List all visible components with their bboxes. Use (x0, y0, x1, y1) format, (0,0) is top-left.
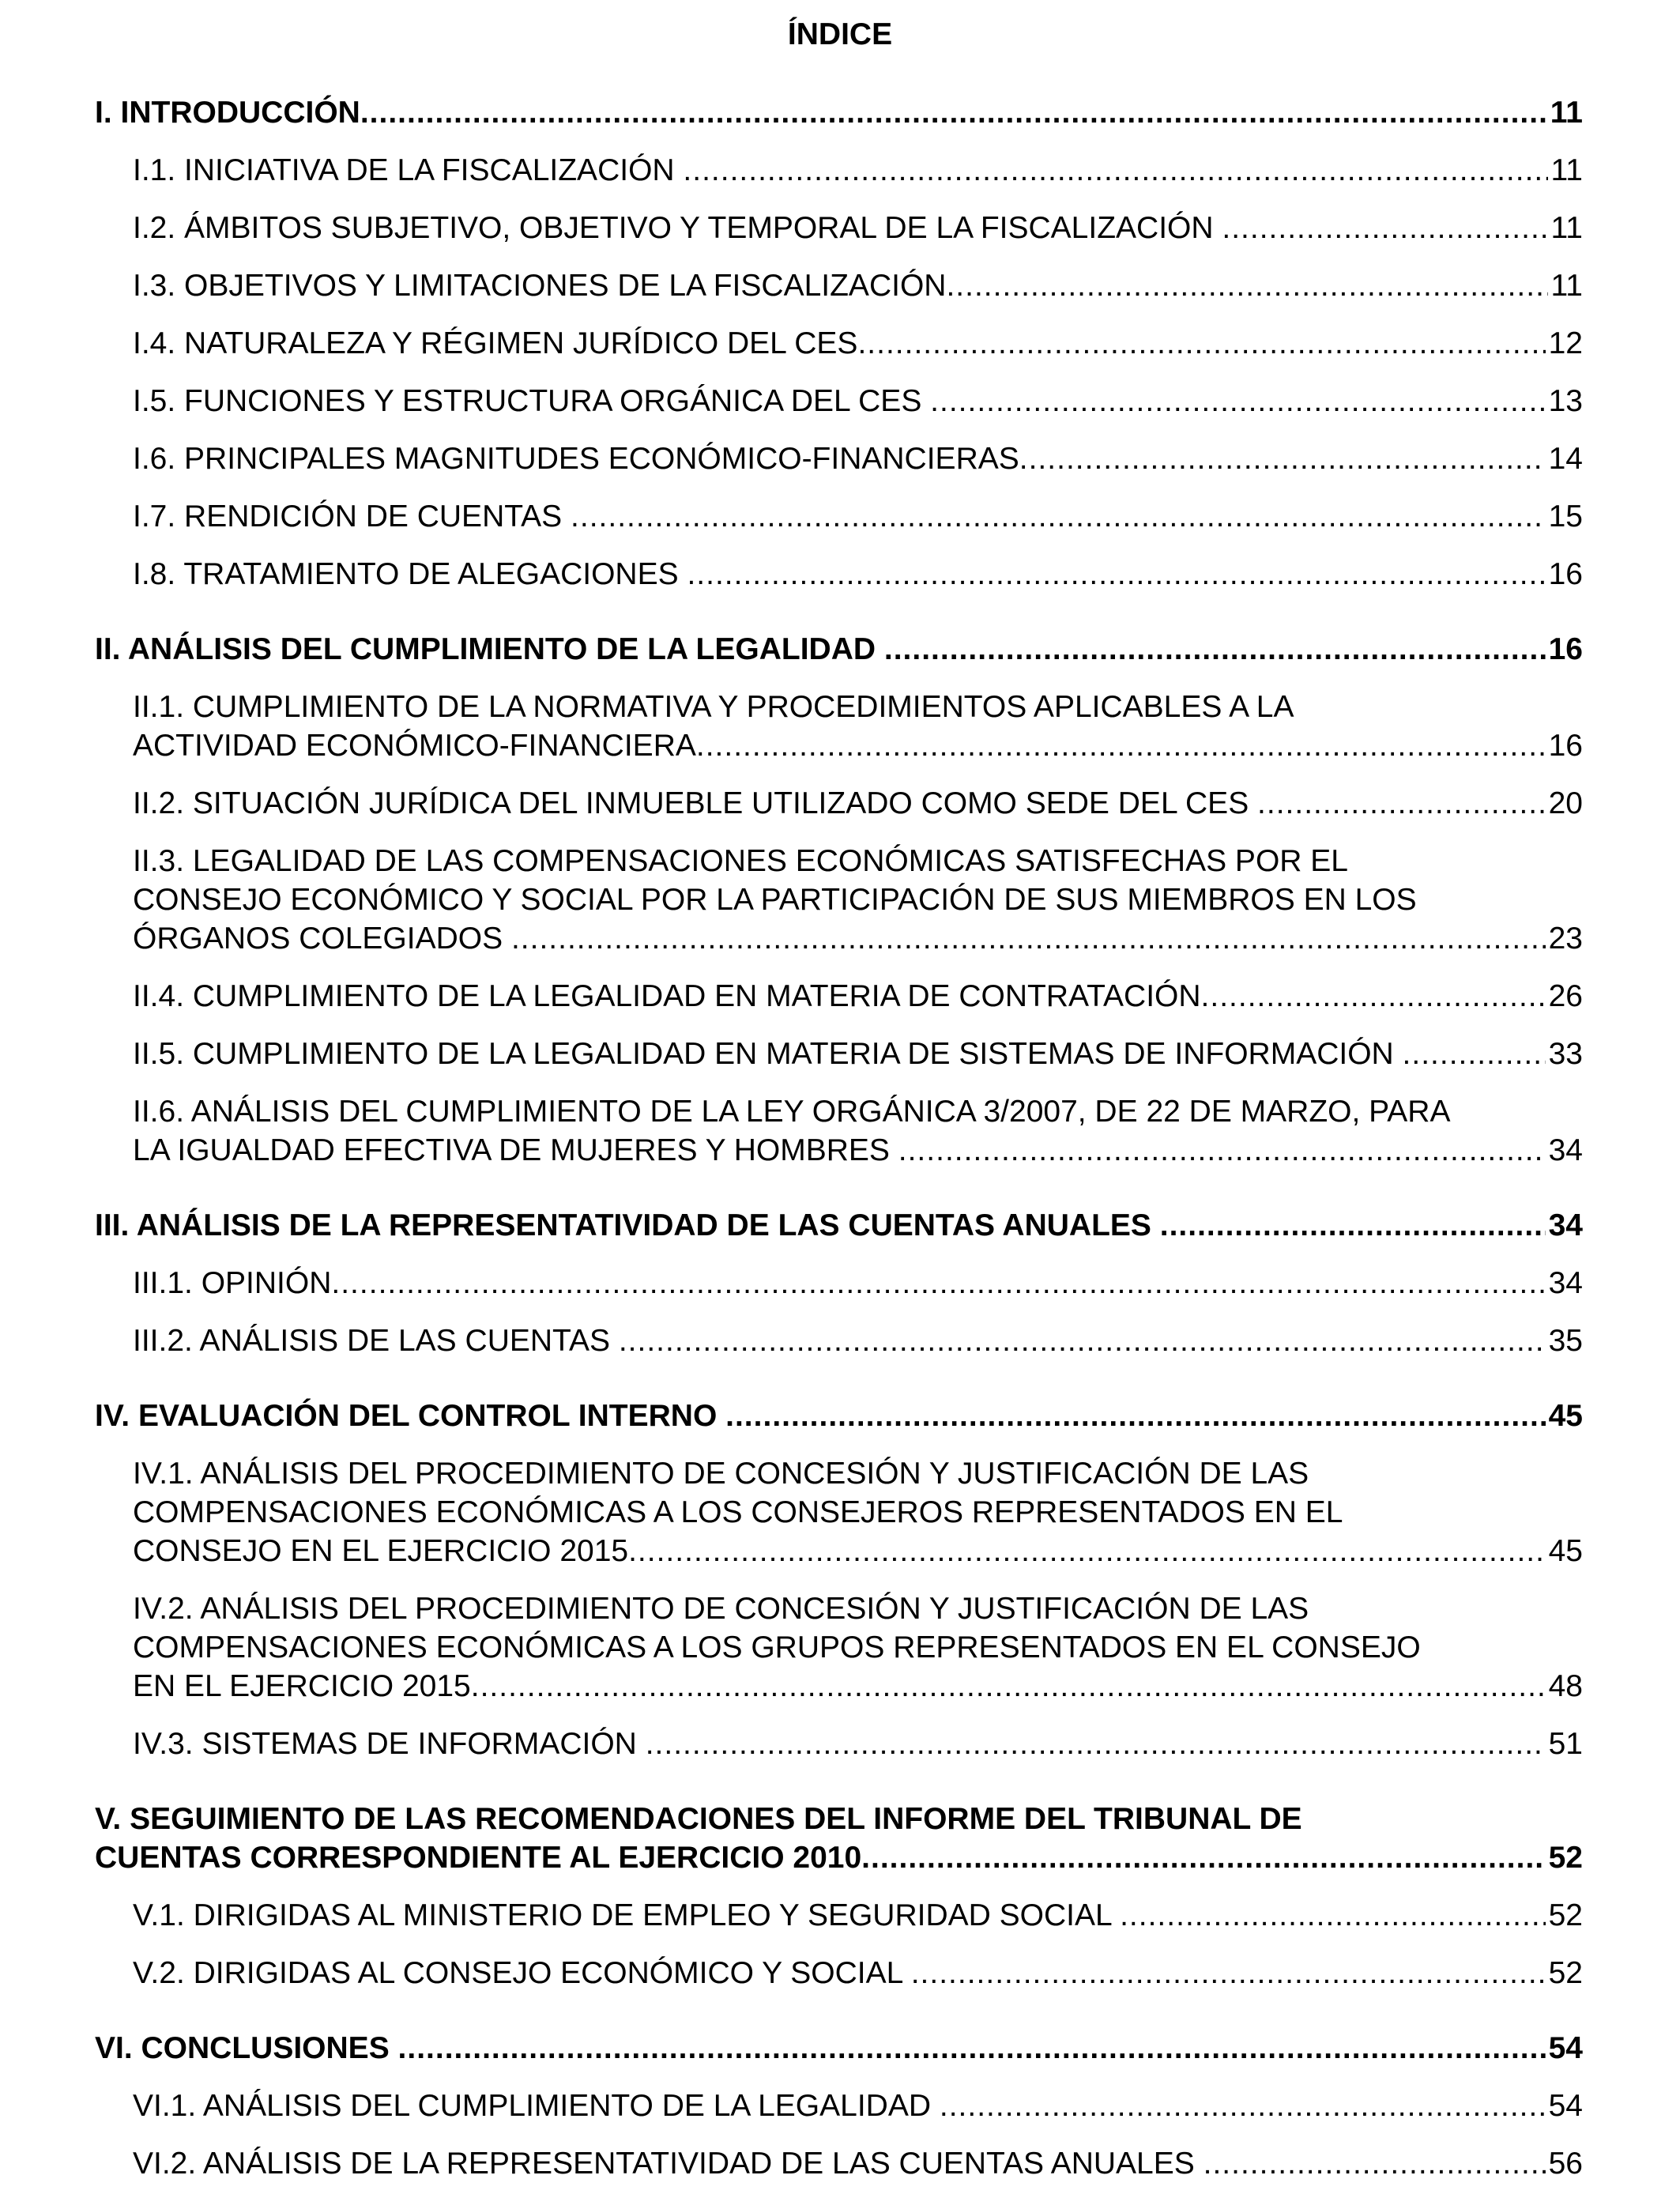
toc-page-number: 14 (1548, 442, 1583, 476)
toc-page-number: 52 (1548, 1956, 1583, 1990)
toc-entry-text: II. ANÁLISIS DEL CUMPLIMIENTO DE LA LEGALIDAD (95, 632, 884, 666)
toc-entry-text: VI.1. ANÁLISIS DEL CUMPLIMIENTO DE LA LEGALIDAD (133, 2089, 940, 2123)
toc-entry-text: III.1. OPINIÓN (133, 1266, 332, 1300)
toc-entry-text: CONSEJO EN EL EJERCICIO 2015 (133, 1534, 629, 1568)
toc-entry-text: IV.2. ANÁLISIS DEL PROCEDIMIENTO DE CONCESIÓN Y JUSTIFICACIÓN DE LAS (133, 1592, 1309, 1626)
toc-page-number: 11 (1550, 211, 1583, 245)
dot-leader (687, 555, 1545, 594)
toc-page-number: 23 (1548, 922, 1583, 956)
toc-entry-text: ÓRGANOS COLEGIADOS (133, 922, 511, 956)
toc-page-number: 11 (1550, 153, 1583, 187)
toc-page-number: 34 (1548, 1133, 1583, 1167)
dot-leader (571, 497, 1546, 536)
toc-page-number: 54 (1548, 2089, 1583, 2123)
dot-leader (1120, 1896, 1546, 1935)
toc-entry-text: COMPENSACIONES ECONÓMICAS A LOS CONSEJEROS REPRESENTADOS EN EL (133, 1495, 1343, 1529)
dot-leader (861, 1838, 1545, 1877)
toc-page-number: 11 (1550, 96, 1583, 130)
toc-entry-text: EN EL EJERCICIO 2015 (133, 1669, 471, 1703)
toc-entry-text: V. SEGUIMIENTO DE LAS RECOMENDACIONES DEL INFORME DEL TRIBUNAL DE (95, 1802, 1302, 1836)
toc-entry-text: I.2. ÁMBITOS SUBJETIVO, OBJETIVO Y TEMPORAL DE LA FISCALIZACIÓN (133, 211, 1222, 245)
toc-page-number: 34 (1548, 1266, 1583, 1300)
toc-page-number: 13 (1548, 384, 1583, 418)
dot-leader (1403, 1035, 1546, 1073)
toc-page-number: 16 (1548, 557, 1583, 591)
toc-entry-text: VI. CONCLUSIONES (95, 2031, 398, 2065)
dot-leader (946, 266, 1547, 305)
dot-leader (628, 1532, 1546, 1570)
toc-page-number: 12 (1548, 326, 1583, 360)
toc-entry-text: I.8. TRATAMIENTO DE ALEGACIONES (133, 557, 687, 591)
dot-leader (331, 1264, 1545, 1302)
toc-page-number: 52 (1548, 1898, 1583, 1932)
toc-entry-text: I.1. INICIATIVA DE LA FISCALIZACIÓN (133, 153, 684, 187)
toc-page-number: 16 (1548, 632, 1583, 666)
toc-entry-text: IV. EVALUACIÓN DEL CONTROL INTERNO (95, 1399, 726, 1433)
toc-entry-text: CUENTAS CORRESPONDIENTE AL EJERCICIO 2010 (95, 1841, 862, 1875)
toc-entry-text: I.7. RENDICIÓN DE CUENTAS (133, 499, 571, 533)
toc-page-number: 16 (1548, 729, 1583, 763)
toc-entry-text: I. INTRODUCCIÓN (95, 96, 360, 130)
toc-page-number: 35 (1548, 1324, 1583, 1358)
toc-page-number: 54 (1548, 2031, 1583, 2065)
toc-page-number: 20 (1548, 786, 1583, 820)
dot-leader (360, 93, 1547, 132)
toc-page-number: 45 (1548, 1534, 1583, 1568)
dot-leader (646, 1725, 1546, 1763)
dot-leader (1222, 209, 1547, 247)
toc-entry-text: III. ANÁLISIS DE LA REPRESENTATIVIDAD DE LAS CUENTAS ANUALES (95, 1208, 1160, 1242)
toc-page-number: 45 (1548, 1399, 1583, 1433)
toc-entry-text: IV.3. SISTEMAS DE INFORMACIÓN (133, 1727, 646, 1761)
dot-leader (725, 1397, 1545, 1435)
toc-entry-text: II.4. CUMPLIMIENTO DE LA LEGALIDAD EN MATERIA DE CONTRATACIÓN (133, 979, 1201, 1013)
dot-leader (911, 1954, 1546, 1992)
toc-entry-text: I.3. OBJETIVOS Y LIMITACIONES DE LA FISCALIZACIÓN (133, 269, 947, 303)
toc-entry-text: II.5. CUMPLIMIENTO DE LA LEGALIDAD EN MATERIA DE SISTEMAS DE INFORMACIÓN (133, 1037, 1403, 1071)
toc-entry-text: I.4. NATURALEZA Y RÉGIMEN JURÍDICO DEL CES (133, 326, 858, 360)
dot-leader (884, 630, 1546, 669)
dot-leader (683, 151, 1547, 190)
dot-leader (898, 1131, 1546, 1170)
toc-entry-text: I.6. PRINCIPALES MAGNITUDES ECONÓMICO-FINANCIERAS (133, 442, 1019, 476)
toc-page-number: 48 (1548, 1669, 1583, 1703)
dot-leader (1019, 439, 1546, 478)
dot-leader (1160, 1206, 1546, 1245)
toc-page-number: 33 (1548, 1037, 1583, 1071)
toc-entry-text: IV.1. ANÁLISIS DEL PROCEDIMIENTO DE CONCESIÓN Y JUSTIFICACIÓN DE LAS (133, 1457, 1309, 1491)
page-title: ÍNDICE (787, 17, 893, 51)
toc-entry-text: CONSEJO ECONÓMICO Y SOCIAL POR LA PARTICIPACIÓN DE SUS MIEMBROS EN LOS (133, 883, 1417, 917)
toc-entry-text: III.2. ANÁLISIS DE LAS CUENTAS (133, 1324, 619, 1358)
toc-page-number: 15 (1548, 499, 1583, 533)
toc-entry-text: II.2. SITUACIÓN JURÍDICA DEL INMUEBLE UTILIZADO COMO SEDE DEL CES (133, 786, 1258, 820)
toc-entry-text: LA IGUALDAD EFECTIVA DE MUJERES Y HOMBRES (133, 1133, 898, 1167)
toc-entry-text: COMPENSACIONES ECONÓMICAS A LOS GRUPOS REPRESENTADOS EN EL CONSEJO (133, 1630, 1421, 1664)
toc-entry-text: I.5. FUNCIONES Y ESTRUCTURA ORGÁNICA DEL CES (133, 384, 931, 418)
toc-page-number: 26 (1548, 979, 1583, 1013)
toc-entry-text: VI.2. ANÁLISIS DE LA REPRESENTATIVIDAD DE LAS CUENTAS ANUALES (133, 2147, 1203, 2181)
toc-page-number: 34 (1548, 1208, 1583, 1242)
dot-leader (857, 324, 1545, 363)
dot-leader (940, 2087, 1546, 2125)
toc-page-number: 11 (1550, 269, 1583, 303)
dot-leader (1203, 2144, 1546, 2183)
dot-leader (398, 2029, 1546, 2068)
dot-leader (511, 919, 1546, 958)
toc-page-number: 56 (1548, 2147, 1583, 2181)
dot-leader (1257, 784, 1546, 823)
toc-page-number: 52 (1548, 1841, 1583, 1875)
dot-leader (619, 1321, 1546, 1360)
toc-entry-text: II.6. ANÁLISIS DEL CUMPLIMIENTO DE LA LEY ORGÁNICA 3/2007, DE 22 DE MARZO, PARA (133, 1095, 1451, 1129)
toc-entry-text: V.2. DIRIGIDAS AL CONSEJO ECONÓMICO Y SOCIAL (133, 1956, 911, 1990)
toc-page-number: 51 (1548, 1727, 1583, 1761)
dot-leader (471, 1667, 1546, 1706)
toc-entry-text: V.1. DIRIGIDAS AL MINISTERIO DE EMPLEO Y SEGURIDAD SOCIAL (133, 1898, 1121, 1932)
dot-leader (930, 382, 1545, 420)
toc-entry-text: ACTIVIDAD ECONÓMICO-FINANCIERA (133, 729, 696, 763)
toc-entry-text: II.1. CUMPLIMIENTO DE LA NORMATIVA Y PROCEDIMIENTOS APLICABLES A LA (133, 690, 1294, 724)
dot-leader (1201, 977, 1546, 1016)
toc-entry-text: II.3. LEGALIDAD DE LAS COMPENSACIONES ECONÓMICAS SATISFECHAS POR EL (133, 844, 1348, 878)
dot-leader (696, 726, 1546, 765)
